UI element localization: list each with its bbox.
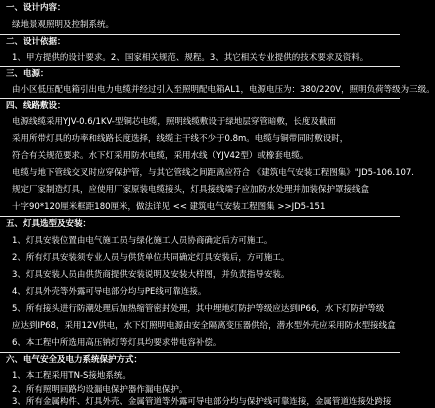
section-heading-wiring: 四、线路敷设： — [6, 101, 66, 111]
wiring-text-line-5: 规定厂家制造灯具，应使用厂家原装电缆接头，灯具接线端子应加防水处理并加装保护罩接线盒 — [12, 185, 370, 195]
divider-line — [0, 352, 400, 353]
divider-line — [0, 216, 400, 217]
luminaires-item-3: 3、灯具安装人员由供货商提供安装说明及安装大样图，并负责指导安装。 — [12, 270, 290, 280]
luminaires-item-5-continued: 应达到IP68，采用12V供电，水下灯照明电源由安全隔离变压器供给，潜水型外壳应采用防水型接线盒 — [12, 321, 396, 331]
section-heading-luminaires: 五、灯具选型及安装： — [6, 219, 92, 229]
divider-line — [0, 66, 400, 67]
power-source-text: 由小区低压配电箱引出电力电缆并经过引入至照明配电箱AL1，电源电压为：380/220V，照明负荷等级为三级。 — [12, 85, 435, 95]
electrical-safety-item-3: 3、所有金属构件、灯具外壳、金属管道等外露可导电部分均与保护线可靠连接，金属管道连接处跨接 — [12, 397, 392, 407]
design-basis-text: 1、甲方提供的设计要求。2、国家相关规范、规程。3、其它相关专业提供的技术要求及资料。 — [12, 53, 369, 63]
divider-line — [0, 98, 400, 99]
luminaires-item-6: 6、本工程中所选用高压钠灯等灯具均要求带电容补偿。 — [12, 338, 222, 348]
section-heading-power-source: 三、电源： — [6, 69, 49, 79]
wiring-text-line-6: 十字90*120厘米框距180厘米，做法详见 << 建筑电气安装工程图集 >>JD5-151 — [12, 202, 326, 212]
luminaires-item-1: 1、灯具安装位置由电气施工员与绿化施工人员协商确定后方可施工。 — [12, 236, 273, 246]
divider-line — [0, 34, 400, 35]
electrical-safety-item-2: 2、所有照明回路均设漏电保护器作漏电保护。 — [12, 385, 188, 395]
wiring-text-line-2: 采用所带灯具的功率和线路长度选择，线缆主干线不少于0.8m。电缆与铜带同时敷设时， — [12, 134, 349, 144]
luminaires-item-2: 2、所有灯具安装须专业人员与供货单位共同确定灯具安装后，方可施工。 — [12, 253, 290, 263]
luminaires-item-4: 4、灯具外壳等外露可导电部分均与PE线可靠连接。 — [12, 287, 207, 297]
luminaires-item-5: 5、所有接头进行防潮处理后加热缩管密封处理，其中埋地灯防护等级应达到IP66，水下灯防护等级 — [12, 304, 385, 314]
electrical-safety-item-1: 1、本工程采用TN-S接地系统。 — [12, 371, 131, 381]
section-heading-design-content: 一、设计内容： — [6, 3, 66, 13]
section-heading-design-basis: 二、设计依据： — [6, 37, 66, 47]
wiring-text-line-3: 符合有关规范要求。水下灯采用防水电缆，采用水线（YJV42型）或橡套电缆。 — [12, 151, 309, 161]
wiring-text-line-4: 电缆与地下管线交叉时应穿保护管，与其它管线之间距离应符合 《建筑电气安装工程图集》"JD5-106.107. — [12, 168, 414, 178]
section-heading-electrical-safety: 六、电气安全及电力系统保护方式： — [6, 355, 143, 365]
wiring-text-line-1: 电源线缆采用YJV-0.6/1KV-型铜芯电缆，照明线缆敷设于绿地层穿管暗敷，长度及截面 — [12, 117, 336, 127]
design-content-text: 绿地景观照明及控制系统。 — [12, 20, 115, 30]
